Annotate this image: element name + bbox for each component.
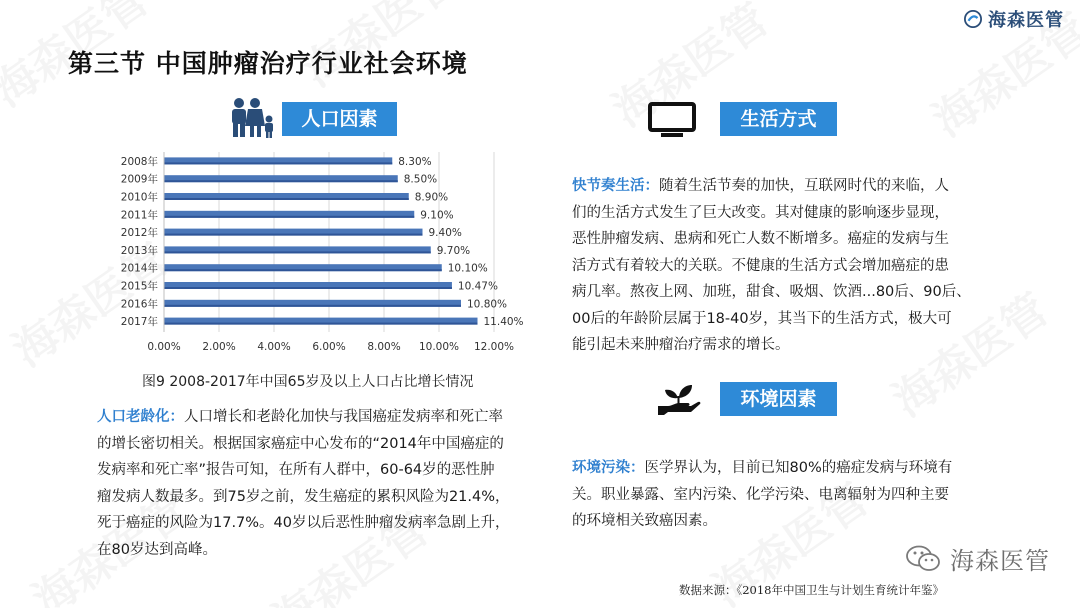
brand-name: 海森医管	[988, 10, 1064, 31]
category-label: 2013年	[120, 244, 158, 257]
data-label: 9.10%	[420, 209, 454, 222]
paragraph-line: 们的生活方式发生了巨大改变。其对健康的影响逐步显现，	[572, 204, 949, 221]
bar-shadow	[164, 251, 431, 253]
x-tick-label: 12.00%	[473, 341, 515, 353]
bar-shadow	[164, 162, 392, 164]
category-label: 2010年	[120, 191, 158, 204]
chart-caption: 图9 2008-2017年中国65岁及以上人口占比增长情况	[142, 374, 474, 390]
brand	[964, 6, 1064, 32]
category-label: 2008年	[120, 155, 158, 168]
category-label: 2011年	[120, 209, 158, 222]
paragraph-line: 关。职业暴露、室内污染、化学污染、电离辐射为四种主要	[572, 486, 949, 503]
paragraph-line: 病几率。熬夜上网、加班，甜食、吸烟、饮酒...80后、90后、	[572, 284, 971, 300]
bar-shadow	[164, 269, 442, 271]
pollution-keyword: 环境污染	[572, 460, 630, 476]
bar-shadow	[164, 180, 398, 182]
pollution-paragraph	[572, 455, 1002, 535]
paragraph-line: 00后的年龄阶层属于18-40岁，其当下的生活方式，极大可	[572, 310, 952, 327]
keyword-separator: ：	[169, 409, 184, 425]
x-tick-label: 6.00%	[312, 341, 346, 353]
paragraph-line: 能引起未来肿瘤治疗需求的增长。	[572, 337, 790, 353]
section-tag-population: 人口因素	[282, 102, 397, 136]
bar-shadow	[164, 216, 414, 218]
keyword-separator: ：	[630, 460, 645, 476]
category-label: 2012年	[120, 227, 158, 240]
bar-shadow	[164, 305, 461, 307]
pace-keyword: 快节奏生活	[572, 178, 645, 194]
x-tick-label: 2.00%	[202, 341, 236, 353]
paragraph-line: 随着生活节奏的加快，互联网时代的来临，人	[659, 178, 949, 194]
data-label: 10.47%	[457, 280, 498, 293]
data-label: 9.40%	[428, 227, 462, 240]
page-title: 第三节 中国肿瘤治疗行业社会环境	[68, 49, 468, 78]
fast-pace-paragraph	[572, 173, 1002, 359]
brand-logo-icon	[964, 10, 982, 28]
section-tag-lifestyle: 生活方式	[720, 102, 837, 136]
family-icon	[229, 97, 277, 139]
category-label: 2009年	[120, 173, 158, 186]
paragraph-line: 活方式有着较大的关联。不健康的生活方式会增加癌症的患	[572, 257, 949, 274]
data-label: 10.10%	[447, 262, 488, 275]
data-label: 8.90%	[414, 191, 449, 204]
x-tick-label: 0.00%	[147, 341, 181, 353]
data-label: 11.40%	[483, 316, 524, 329]
data-label: 10.80%	[467, 298, 508, 311]
bar-shadow	[164, 287, 452, 289]
bar-shadow	[164, 234, 423, 236]
data-label: 8.50%	[403, 173, 438, 186]
paragraph-line: 的环境相关致癌因素。	[572, 513, 717, 529]
category-label: 2015年	[120, 280, 158, 293]
wechat-icon	[906, 545, 940, 573]
paragraph-line: 瘤发病人数最多。到75岁之前，发生癌症的累积风险为21.4%，	[97, 488, 510, 505]
wechat-name: 海森医管	[950, 547, 1050, 575]
aging-paragraph	[97, 404, 567, 563]
x-tick-label: 4.00%	[257, 341, 291, 353]
bar-shadow	[164, 198, 409, 200]
aging-population-bar-chart	[0, 140, 540, 365]
paragraph-line: 人口增长和老龄化加快与我国癌症发病率和死亡率	[184, 409, 503, 425]
hand-plant-icon	[656, 382, 702, 416]
keyword-separator: ：	[644, 178, 659, 194]
paragraph-line: 在80岁达到高峰。	[97, 541, 217, 558]
wechat-account	[906, 541, 1050, 576]
paragraph-line: 恶性肿瘤发病、患病和死亡人数不断增多。癌症的发病与生	[572, 231, 949, 247]
paragraph-line: 死于癌症的风险为17.7%。40岁以后恶性肿瘤发病率急剧上升，	[97, 515, 510, 531]
category-label: 2017年	[120, 316, 158, 329]
x-tick-label: 8.00%	[367, 341, 401, 353]
paragraph-line: 发病率和死亡率”报告可知，在所有人群中，60-64岁的恶性肿	[97, 462, 495, 478]
tv-icon	[648, 102, 696, 138]
section-tag-environment: 环境因素	[720, 382, 837, 416]
x-tick-label: 10.00%	[418, 341, 460, 353]
paragraph-line: 的增长密切相关。根据国家癌症中心发布的“2014年中国癌症的	[97, 435, 504, 452]
category-label: 2016年	[120, 298, 158, 311]
data-source: 数据来源：《2018年中国卫生与计划生育统计年鉴》	[678, 583, 944, 597]
bar-shadow	[164, 323, 478, 325]
data-label: 8.30%	[398, 155, 432, 168]
data-label: 9.70%	[436, 244, 471, 257]
category-label: 2014年	[120, 262, 158, 275]
paragraph-line: 医学界认为，目前已知80%的癌症发病与环境有	[644, 460, 953, 476]
aging-keyword: 人口老龄化	[97, 409, 170, 425]
